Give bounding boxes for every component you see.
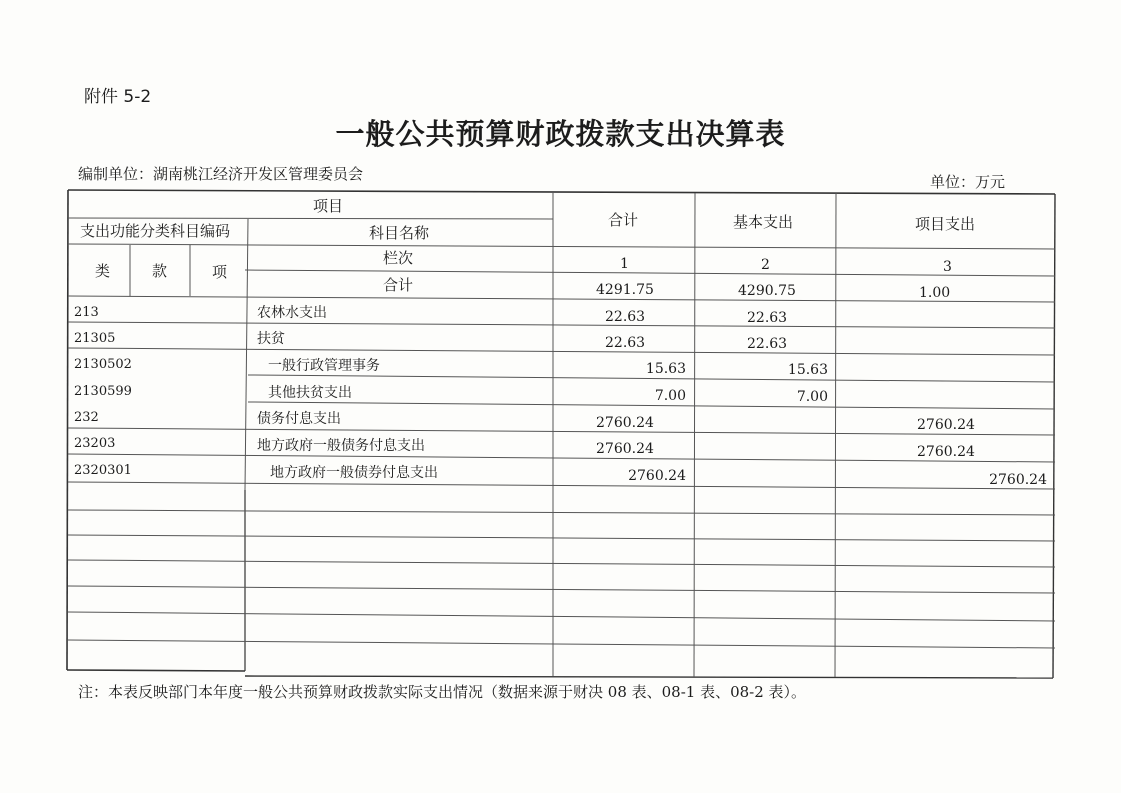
- row-total: 2760.24: [596, 415, 654, 431]
- row-total: 22.63: [605, 335, 646, 351]
- page-title: 一般公共预算财政拨款支出决算表: [335, 117, 786, 151]
- org-label: 编制单位：湖南桃江经济开发区管理委员会: [78, 165, 364, 183]
- row-basic: 7.00: [796, 389, 828, 405]
- header-column-index: 栏次: [383, 249, 414, 267]
- row-total: 7.00: [654, 388, 686, 404]
- row-code: 21305: [74, 331, 116, 346]
- table-row: [74, 384, 828, 405]
- row-total: 22.63: [605, 309, 646, 325]
- row-total: 2760.24: [628, 468, 686, 484]
- header-kuan: 款: [152, 262, 168, 280]
- row-total: 2760.24: [596, 441, 654, 457]
- row-project: 2760.24: [989, 472, 1047, 488]
- row-code: 23203: [74, 436, 116, 451]
- row-name: 一般行政管理事务: [268, 358, 380, 374]
- totals-basic: 4290.75: [738, 283, 796, 299]
- row-name: 扶贫: [257, 331, 285, 347]
- footnote: 注：本表反映部门本年度一般公共预算财政拨款实际支出情况（数据来源于财决 08 表、08-1 表、08-2 表）。: [78, 683, 807, 701]
- row-project: 2760.24: [917, 444, 975, 460]
- table-row: [74, 410, 975, 433]
- header-col-project: 项目支出: [915, 215, 976, 233]
- header-lei: 类: [95, 262, 111, 280]
- header-total-label: 合计: [383, 276, 414, 294]
- column-number-2: 2: [761, 257, 770, 273]
- unit-label: 单位：万元: [930, 173, 1006, 191]
- header-col-total: 合计: [608, 211, 639, 229]
- row-basic: 22.63: [747, 336, 788, 352]
- row-name: 其他扶贫支出: [268, 385, 352, 401]
- column-number-3: 3: [943, 259, 952, 275]
- row-code: 213: [74, 305, 99, 320]
- table-row: [74, 436, 975, 460]
- row-name: 农林水支出: [257, 305, 327, 321]
- table-row: [74, 357, 828, 378]
- header-func-code: 支出功能分类科目编码: [80, 222, 231, 240]
- totals-project: 1.00: [919, 285, 951, 301]
- row-code: 2320301: [74, 463, 132, 478]
- row-name: 地方政府一般债务付息支出: [257, 438, 425, 454]
- row-name: 债务付息支出: [257, 411, 341, 427]
- row-basic: 22.63: [747, 310, 788, 326]
- header-subject-name: 科目名称: [369, 224, 430, 242]
- header-project: 项目: [313, 197, 344, 215]
- row-basic: 15.63: [787, 362, 828, 378]
- header-xiang: 项: [212, 263, 228, 281]
- row-name: 地方政府一般债券付息支出: [270, 465, 438, 481]
- totals-total: 4291.75: [596, 282, 654, 298]
- header-col-basic: 基本支出: [733, 213, 794, 231]
- attachment-label: 附件 5-2: [84, 87, 152, 107]
- table-row: [74, 463, 1047, 488]
- row-project: 2760.24: [917, 417, 975, 433]
- column-number-1: 1: [620, 256, 629, 272]
- row-code: 232: [74, 410, 99, 425]
- row-code: 2130599: [74, 384, 132, 399]
- row-total: 15.63: [645, 361, 686, 377]
- row-code: 2130502: [74, 357, 132, 372]
